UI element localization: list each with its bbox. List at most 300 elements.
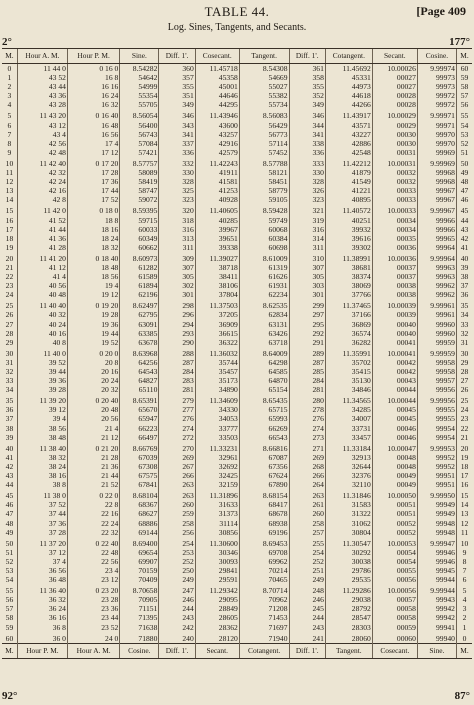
table-cell: 2 xyxy=(7,82,12,92)
table-cell: 37766 xyxy=(325,290,372,299)
table-cell: 43257 xyxy=(195,130,239,139)
table-cell: 36909 xyxy=(195,320,239,329)
table-cell: 31 xyxy=(5,357,14,367)
table-cell: 18 xyxy=(5,233,14,243)
table-row xyxy=(2,575,472,584)
table-cell: 41581 xyxy=(195,177,239,186)
table-cell: 43 xyxy=(5,471,14,481)
table-cell: 67841 xyxy=(120,480,159,489)
table-cell: 32 xyxy=(5,367,14,376)
table-cell: 36322 xyxy=(195,338,239,347)
table-cell: 11 38 40 xyxy=(17,442,67,453)
table-cell: 8.69453 xyxy=(239,537,289,548)
table-cell: 99951 xyxy=(417,480,456,489)
column-header: Hour A. M. xyxy=(17,49,67,64)
table-cell: 40251 xyxy=(325,216,372,225)
table-row xyxy=(2,462,472,471)
table-cell: 9.99961 xyxy=(417,299,456,310)
table-cell: 64543 xyxy=(120,367,159,376)
table-cell: 242 xyxy=(159,623,195,632)
table-cell: 11.39027 xyxy=(195,252,239,263)
table-cell: 42 8 xyxy=(17,195,67,204)
table-cell: 71208 xyxy=(239,604,289,613)
table-cell: 31583 xyxy=(325,500,372,509)
table-cell: 99941 xyxy=(417,623,456,632)
table-cell: 11 39 20 xyxy=(17,394,67,405)
table-cell: 00045 xyxy=(372,414,417,423)
table-cell: 34330 xyxy=(195,405,239,414)
table-cell: 99948 xyxy=(417,528,456,537)
table-cell: 24 xyxy=(5,290,14,300)
table-cell: 323 xyxy=(159,195,195,204)
table-cell: 41549 xyxy=(325,177,372,186)
table-cell: 8.61009 xyxy=(239,252,289,263)
table-cell: 55 xyxy=(456,109,472,120)
table-cell: 11 38 0 xyxy=(17,489,67,500)
table-cell: 54669 xyxy=(239,73,289,82)
table-cell: 00033 xyxy=(372,195,417,204)
table-cell: 36 32 xyxy=(17,595,67,604)
table-cell: 00032 xyxy=(372,177,417,186)
table-cell: 62795 xyxy=(120,310,159,319)
table-cell: 58779 xyxy=(239,186,289,195)
table-cell: 67308 xyxy=(120,462,159,471)
table-cell: 45 xyxy=(5,491,14,501)
table-cell: 297 xyxy=(289,310,325,319)
table-cell: 346 xyxy=(289,109,325,120)
table-cell: 28303 xyxy=(325,623,372,632)
table-row xyxy=(2,320,472,329)
table-cell: 67890 xyxy=(239,480,289,489)
table-cell: 44646 xyxy=(195,91,239,100)
table-cell: 67624 xyxy=(239,471,289,480)
table-cell: 4 xyxy=(456,595,472,604)
table-cell: 39 36 xyxy=(17,376,67,385)
table-cell: 358 xyxy=(289,73,325,82)
table-cell: 0 20 0 xyxy=(67,347,119,358)
table-cell: 37 12 xyxy=(17,548,67,557)
table-cell: 99946 xyxy=(417,557,456,566)
table-cell: 00035 xyxy=(372,234,417,243)
table-row xyxy=(2,500,472,509)
table-row xyxy=(2,405,472,414)
table-cell: 9.99971 xyxy=(417,109,456,120)
degree-bottom-left: 92° xyxy=(2,690,18,702)
table-cell: 33777 xyxy=(195,424,239,433)
table-cell: 41879 xyxy=(325,168,372,177)
table-cell: 99963 xyxy=(417,263,456,272)
table-cell: 57084 xyxy=(120,139,159,148)
table-cell: 22 56 xyxy=(67,557,119,566)
table-cell: 41 xyxy=(5,452,14,462)
table-cell: 99954 xyxy=(417,433,456,442)
table-cell: 99957 xyxy=(417,376,456,385)
table-cell: 9.99950 xyxy=(417,489,456,500)
table-cell: 61626 xyxy=(239,272,289,281)
table-cell: 54 xyxy=(5,575,14,585)
table-cell: 00031 xyxy=(372,148,417,157)
column-footer: Hour A. M. xyxy=(67,643,119,658)
table-cell: 0 22 40 xyxy=(67,537,119,548)
table-cell: 11 42 40 xyxy=(17,157,67,168)
table-cell: 8.54282 xyxy=(120,64,159,74)
table-cell: 43 28 xyxy=(17,100,67,109)
table-cell: 281 xyxy=(159,385,195,394)
table-cell: 40 8 xyxy=(17,338,67,347)
table-cell: 00051 xyxy=(372,500,417,509)
table-cell: 22 xyxy=(5,272,14,282)
table-cell: 28547 xyxy=(325,613,372,622)
table-cell: 33 xyxy=(456,320,472,329)
table-cell: 70962 xyxy=(239,595,289,604)
table-cell: 18 32 xyxy=(67,243,119,252)
table-cell: 37 44 xyxy=(17,509,67,518)
table-cell: 11.29342 xyxy=(195,584,239,595)
table-cell: 99949 xyxy=(417,500,456,509)
table-cell: 16 48 xyxy=(67,121,119,130)
table-cell: 30093 xyxy=(195,557,239,566)
table-cell: 27 xyxy=(5,319,14,329)
table-cell: 00052 xyxy=(372,519,417,528)
table-cell: 70159 xyxy=(120,566,159,575)
table-row xyxy=(2,528,472,537)
table-row xyxy=(2,424,472,433)
table-cell: 10.00029 xyxy=(372,109,417,120)
table-cell: 71697 xyxy=(239,623,289,632)
table-cell: 66269 xyxy=(239,424,289,433)
table-cell: 55734 xyxy=(239,100,289,109)
table-cell: 34285 xyxy=(325,405,372,414)
table-cell: 28060 xyxy=(325,632,372,644)
table-cell: 0 19 20 xyxy=(67,299,119,310)
table-cell: 23 36 xyxy=(67,604,119,613)
table-cell: 47 xyxy=(456,186,472,195)
table-cell: 16 24 xyxy=(67,91,119,100)
table-cell: 37 4 xyxy=(17,557,67,566)
table-cell: 00028 xyxy=(372,100,417,109)
table-cell: 99972 xyxy=(417,91,456,100)
table-cell: 330 xyxy=(289,168,325,177)
table-cell: 0 21 20 xyxy=(67,442,119,453)
table-cell: 51 xyxy=(456,148,472,157)
table-cell: 44618 xyxy=(325,91,372,100)
table-cell: 59 xyxy=(5,622,14,632)
table-cell: 69962 xyxy=(239,557,289,566)
table-cell: 61931 xyxy=(239,281,289,290)
table-cell: 10.00039 xyxy=(372,299,417,310)
table-cell: 346 xyxy=(159,109,195,120)
table-cell: 9.99956 xyxy=(417,394,456,405)
table-cell: 29591 xyxy=(195,575,239,584)
table-cell: 38069 xyxy=(325,281,372,290)
table-cell: 99969 xyxy=(417,148,456,157)
table-cell: 20 48 xyxy=(67,405,119,414)
table-cell: 16 8 xyxy=(67,73,119,82)
page-subtitle: Log. Sines, Tangents, and Secants. xyxy=(167,22,307,33)
table-cell: 99944 xyxy=(417,575,456,584)
table-cell: 8.54308 xyxy=(239,64,289,74)
table-cell: 69654 xyxy=(120,548,159,557)
table-cell: 41 28 xyxy=(17,243,67,252)
table-cell: 11 40 40 xyxy=(17,299,67,310)
table-cell: 10.00036 xyxy=(372,252,417,263)
table-cell: 283 xyxy=(159,376,195,385)
table-cell: 8.62497 xyxy=(120,299,159,310)
table-cell: 10.00053 xyxy=(372,537,417,548)
table-cell: 35457 xyxy=(195,367,239,376)
table-row xyxy=(2,519,472,528)
table-cell: 32913 xyxy=(325,453,372,462)
table-cell: 64256 xyxy=(120,358,159,367)
table-cell: 99959 xyxy=(417,338,456,347)
table-cell: 10.00056 xyxy=(372,584,417,595)
table-cell: 00059 xyxy=(372,623,417,632)
table-cell: 39 52 xyxy=(17,358,67,367)
table-cell: 42886 xyxy=(325,139,372,148)
table-cell: 40 xyxy=(456,252,472,263)
table-cell: 11 44 0 xyxy=(17,64,67,74)
table-cell: 71151 xyxy=(120,604,159,613)
table-cell: 36 xyxy=(5,405,14,415)
table-cell: 11.38991 xyxy=(325,252,372,263)
table-cell: 43 36 xyxy=(17,91,67,100)
table-cell: 11 xyxy=(456,528,472,537)
column-header: Hour P. M. xyxy=(67,49,119,64)
table-cell: 14 xyxy=(5,195,14,205)
table-cell: 343 xyxy=(159,121,195,130)
table-cell: 31373 xyxy=(195,509,239,518)
table-cell: 36282 xyxy=(325,338,372,347)
table-cell: 285 xyxy=(289,367,325,376)
table-cell: 42 24 xyxy=(17,177,67,186)
table-cell: 9 xyxy=(456,548,472,557)
table-cell: 328 xyxy=(159,177,195,186)
table-cell: 31114 xyxy=(195,519,239,528)
table-cell: 11.43917 xyxy=(325,109,372,120)
table-cell: 20 xyxy=(456,442,472,453)
table-cell: 36574 xyxy=(325,329,372,338)
table-cell: 23 xyxy=(5,281,14,291)
table-cell: 71453 xyxy=(239,613,289,622)
table-cell: 43 4 xyxy=(17,130,67,139)
table-cell: 28120 xyxy=(195,632,239,644)
table-cell: 21 36 xyxy=(67,462,119,471)
table-row xyxy=(2,299,472,310)
table-cell: 11.33231 xyxy=(195,442,239,453)
table-cell: 0 23 20 xyxy=(67,584,119,595)
table-cell: 00046 xyxy=(372,433,417,442)
table-cell: 36 48 xyxy=(17,575,67,584)
table-row xyxy=(2,489,472,500)
table-cell: 99971 xyxy=(417,121,456,130)
table-cell: 11.30600 xyxy=(195,537,239,548)
table-cell: 307 xyxy=(159,263,195,272)
table-cell: 10.00026 xyxy=(372,64,417,74)
column-header: Cosecant. xyxy=(195,49,239,64)
table-cell: 43571 xyxy=(325,121,372,130)
table-cell: 57421 xyxy=(120,148,159,157)
table-cell: 00058 xyxy=(372,604,417,613)
table-row xyxy=(2,385,472,394)
table-row xyxy=(2,168,472,177)
table-cell: 301 xyxy=(159,290,195,299)
table-cell: 251 xyxy=(289,566,325,575)
table-cell: 61894 xyxy=(120,281,159,290)
table-cell: 71395 xyxy=(120,613,159,622)
table-cell: 10.00041 xyxy=(372,347,417,358)
table-cell: 32110 xyxy=(325,480,372,489)
table-cell: 59749 xyxy=(239,216,289,225)
table-row xyxy=(2,584,472,595)
table-cell: 32 xyxy=(456,329,472,338)
table-cell: 8.59395 xyxy=(120,204,159,215)
table-cell: 58089 xyxy=(120,168,159,177)
table-cell: 29841 xyxy=(195,566,239,575)
table-cell: 19 52 xyxy=(67,338,119,347)
table-cell: 58451 xyxy=(239,177,289,186)
table-cell: 61319 xyxy=(239,263,289,272)
table-cell: 0 17 20 xyxy=(67,157,119,168)
table-row xyxy=(2,73,472,82)
table-cell: 11 37 20 xyxy=(17,537,67,548)
table-cell: 99972 xyxy=(417,100,456,109)
table-cell: 341 xyxy=(289,130,325,139)
table-cell: 35 xyxy=(5,396,14,406)
table-cell: 29535 xyxy=(325,575,372,584)
table-cell: 38 8 xyxy=(17,480,67,489)
table-cell: 36 8 xyxy=(17,623,67,632)
table-row xyxy=(2,471,472,480)
table-cell: 11.30547 xyxy=(325,537,372,548)
table-cell: 8.65435 xyxy=(239,394,289,405)
table-row xyxy=(2,548,472,557)
table-cell: 99961 xyxy=(417,310,456,319)
table-cell: 8.60973 xyxy=(120,252,159,263)
table-cell: 321 xyxy=(289,204,325,215)
table-cell: 39 12 xyxy=(17,405,67,414)
table-cell: 0 16 40 xyxy=(67,109,119,120)
table-cell: 20 32 xyxy=(67,385,119,394)
table-cell: 68886 xyxy=(120,519,159,528)
column-footer: M. xyxy=(456,643,472,658)
table-cell: 43 xyxy=(456,225,472,234)
table-cell: 35744 xyxy=(195,358,239,367)
table-cell: 267 xyxy=(159,462,195,471)
table-cell: 70409 xyxy=(120,575,159,584)
table-cell: 59072 xyxy=(120,195,159,204)
table-cell: 337 xyxy=(159,139,195,148)
table-cell: 273 xyxy=(289,433,325,442)
table-cell: 32159 xyxy=(195,480,239,489)
table-cell: 8.64009 xyxy=(239,347,289,358)
table-cell: 11.31846 xyxy=(325,489,372,500)
column-footer: Cotangent. xyxy=(239,643,289,658)
table-cell: 21 xyxy=(456,433,472,442)
table-cell: 341 xyxy=(159,130,195,139)
table-cell: 57114 xyxy=(239,139,289,148)
table-cell: 65947 xyxy=(120,414,159,423)
page-number: [Page 409 xyxy=(416,4,466,18)
table-cell: 17 52 xyxy=(67,195,119,204)
table-cell: 40285 xyxy=(195,216,239,225)
table-cell: 39967 xyxy=(195,225,239,234)
table-cell: 67087 xyxy=(239,453,289,462)
table-row xyxy=(2,376,472,385)
table-cell: 274 xyxy=(289,424,325,433)
table-cell: 351 xyxy=(159,91,195,100)
table-row xyxy=(2,263,472,272)
table-cell: 00038 xyxy=(372,290,417,299)
table-cell: 99948 xyxy=(417,519,456,528)
table-cell: 45331 xyxy=(325,73,372,82)
table-cell: 8.56054 xyxy=(120,109,159,120)
table-cell: 38 xyxy=(5,423,14,433)
table-cell: 31322 xyxy=(325,509,372,518)
table-cell: 43227 xyxy=(325,130,372,139)
table-cell: 99951 xyxy=(417,471,456,480)
table-cell: 18 24 xyxy=(67,234,119,243)
table-cell: 307 xyxy=(289,263,325,272)
table-cell: 38 32 xyxy=(17,453,67,462)
table-cell: 33457 xyxy=(325,433,372,442)
table-cell: 344 xyxy=(289,121,325,130)
table-cell: 294 xyxy=(159,320,195,329)
table-cell: 11 41 20 xyxy=(17,252,67,263)
table-cell: 11.34565 xyxy=(325,394,372,405)
table-cell: 58 xyxy=(5,613,14,623)
table-cell: 99967 xyxy=(417,195,456,204)
table-cell: 99946 xyxy=(417,548,456,557)
table-cell: 253 xyxy=(159,548,195,557)
table-cell: 00028 xyxy=(372,91,417,100)
table-cell: 54642 xyxy=(120,73,159,82)
table-cell: 0 22 0 xyxy=(67,489,119,500)
table-cell: 0 xyxy=(7,64,12,73)
table-cell: 68417 xyxy=(239,500,289,509)
table-cell: 00042 xyxy=(372,367,417,376)
table-cell: 67356 xyxy=(239,462,289,471)
table-cell: 29 xyxy=(456,358,472,367)
table-cell: 10.00044 xyxy=(372,394,417,405)
table-cell: 99958 xyxy=(417,358,456,367)
table-row xyxy=(2,234,472,243)
table-cell: 67575 xyxy=(120,471,159,480)
table-row xyxy=(2,442,472,453)
table-cell: 40 24 xyxy=(17,320,67,329)
table-cell: 53 xyxy=(5,565,14,575)
table-cell: 40 16 xyxy=(17,329,67,338)
table-cell: 3 xyxy=(456,604,472,613)
table-cell: 48 xyxy=(456,177,472,186)
table-row xyxy=(2,243,472,252)
table-cell: 38411 xyxy=(195,272,239,281)
table-cell: 284 xyxy=(159,367,195,376)
table-cell: 9.99969 xyxy=(417,157,456,168)
page-title: TABLE 44. xyxy=(204,4,270,19)
table-cell: 30804 xyxy=(325,528,372,537)
table-cell: 11.31896 xyxy=(195,489,239,500)
table-cell: 21 12 xyxy=(67,433,119,442)
table-cell: 22 xyxy=(456,424,472,433)
column-footer: Cosecant. xyxy=(372,643,417,658)
column-header: Diff. 1'. xyxy=(289,49,325,64)
table-cell: 6 xyxy=(456,575,472,584)
table-cell: 28605 xyxy=(195,613,239,622)
table-cell: 42916 xyxy=(195,139,239,148)
table-cell: 274 xyxy=(159,424,195,433)
table-cell: 360 xyxy=(159,64,195,74)
table-row xyxy=(2,281,472,290)
